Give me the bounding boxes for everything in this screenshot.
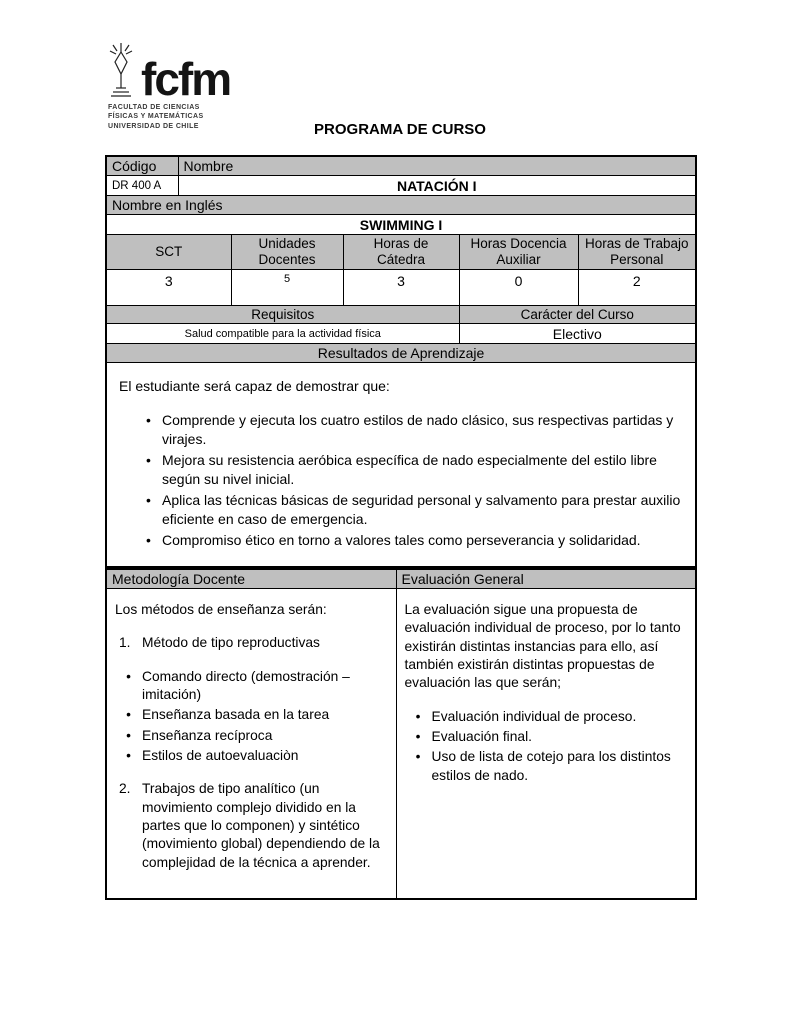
evaluacion-bullet-list (405, 708, 688, 785)
evaluacion-bullet-item: • Uso de lista de cotejo para los distintos estilos de nado. (405, 748, 688, 785)
hours-value-row (106, 270, 696, 306)
bullet-marker (115, 727, 142, 745)
page-title: PROGRAMA DE CURSO (314, 121, 486, 138)
resultados-header-cell: Resultados de Aprendizaje (106, 344, 696, 363)
nombre-label-cell: Nombre (178, 156, 696, 176)
bullet-marker (115, 706, 142, 724)
faculty-name-line-1: FACULTAD DE CIENCIAS (108, 104, 200, 111)
sct-header-cell: SCT (106, 235, 231, 270)
faculty-name-line-3: UNIVERSIDAD DE CHILE (108, 122, 199, 130)
resultados-content-row (106, 363, 696, 567)
caracter-label-cell: Carácter del Curso (459, 306, 696, 324)
evaluacion-bullet-item: • Evaluación final. (405, 728, 688, 746)
english-name-value-cell: SWIMMING I (106, 215, 696, 235)
learning-outcome-item: • Aplica las técnicas básicas de seguridad personal y salvamento para prestar auxilio eficiente en caso de emergencia. (135, 491, 683, 529)
horas-trabajo-personal-value-cell: 2 (578, 270, 696, 306)
evaluacion-intro: La evaluación sigue una propuesta de evaluación individual de proceso, por lo tanto existirán distintas instancias para ello, así también existirán distintas propuestas de evaluación las que serán; (404, 602, 681, 691)
english-name-label-cell: Nombre en Inglés (106, 196, 696, 215)
metodologia-numbered-item: 1. Método de tipo reproductivas (115, 634, 388, 652)
university-crest-icon (108, 42, 134, 98)
requisitos-value-row (106, 324, 696, 344)
metodologia-content-cell (106, 589, 396, 899)
horas-catedra-header-cell: Horas de Cátedra (343, 235, 459, 270)
unidades-docentes-value-cell: 5 (231, 270, 343, 306)
fcfm-logo-top (108, 42, 231, 106)
requisitos-label-cell: Requisitos (106, 306, 459, 324)
evaluacion-bullet-item: • Evaluación individual de proceso. (405, 708, 688, 726)
number-marker: 1. (119, 635, 131, 651)
english-name-header-row (106, 196, 696, 215)
faculty-name-line-2: FÍSICAS Y MATEMÁTICAS (108, 113, 204, 121)
unidades-docentes-header-cell: Unidades Docentes (231, 235, 343, 270)
bullet-marker (405, 748, 432, 785)
bullet-marker (135, 411, 162, 449)
english-name-value-row (106, 215, 696, 235)
bullet-marker (405, 708, 432, 726)
metodologia-bullet-item: • Estilos de autoevaluaciòn (115, 747, 388, 765)
bullet-marker (115, 747, 142, 765)
bullet-marker (135, 531, 162, 550)
metodologia-intro: Los métodos de enseñanza serán: (115, 602, 327, 617)
metodologia-bullet-item: • Enseñanza basada en la tarea (115, 706, 388, 724)
horas-catedra-value-cell: 3 (343, 270, 459, 306)
resultados-intro: El estudiante será capaz de demostrar que: (119, 378, 390, 395)
hours-header-row (106, 235, 696, 270)
requisitos-header-row (106, 306, 696, 324)
bullet-marker (115, 668, 142, 705)
evaluacion-content-cell (396, 589, 696, 899)
learning-outcome-item: • Compromiso ético en torno a valores tales como perseverancia y solidaridad. (135, 531, 683, 550)
code-name-value-row (106, 176, 696, 196)
learning-outcome-item: • Mejora su resistencia aeróbica específica de nado especialmente del estilo libre según su nivel inicial. (135, 451, 683, 489)
learning-outcome-item: • Comprende y ejecuta los cuatro estilos de nado clásico, sus respectivas partidas y virajes. (135, 411, 683, 449)
resultados-content-cell (106, 363, 696, 567)
bullet-marker (405, 728, 432, 746)
horas-docencia-auxiliar-value-cell: 0 (459, 270, 578, 306)
metodologia-bullet-list (115, 668, 388, 766)
horas-docencia-auxiliar-header-cell: Horas Docencia Auxiliar (459, 235, 578, 270)
sct-value-cell: 3 (106, 270, 231, 306)
codigo-value-cell: DR 400 A (106, 176, 178, 196)
number-marker: 2. (119, 781, 131, 797)
learning-outcomes-list (119, 411, 683, 549)
course-info-table (105, 155, 697, 568)
resultados-header-row (106, 344, 696, 363)
evaluacion-header-cell: Evaluación General (396, 569, 696, 589)
methodology-eval-table (105, 568, 697, 900)
methodology-eval-header-row (106, 569, 696, 589)
fcfm-logo (108, 42, 230, 131)
horas-trabajo-personal-header-cell: Horas de Trabajo Personal (578, 235, 696, 270)
metodologia-bullet-item: • Enseñanza recíproca (115, 727, 388, 745)
methodology-eval-content-row (106, 589, 696, 899)
metodologia-header-cell: Metodología Docente (106, 569, 396, 589)
caracter-value-cell: Electivo (459, 324, 696, 344)
bullet-marker (135, 451, 162, 489)
codigo-label-cell: Código (106, 156, 178, 176)
nombre-value-cell: NATACIÓN I (178, 176, 696, 196)
requisitos-value-cell: Salud compatible para la actividad física (106, 324, 459, 344)
fcfm-wordmark: fcfm (141, 53, 231, 106)
bullet-marker (135, 491, 162, 529)
code-name-header-row (106, 156, 696, 176)
metodologia-numbered-item: 2. Trabajos de tipo analítico (un movimiento complejo dividido en la partes que lo componen) y sintético (movimiento global) dependiendo de la complejidad de la técnica a aprender. (115, 780, 388, 872)
metodologia-bullet-item: • Comando directo (demostración – imitación) (115, 668, 388, 705)
